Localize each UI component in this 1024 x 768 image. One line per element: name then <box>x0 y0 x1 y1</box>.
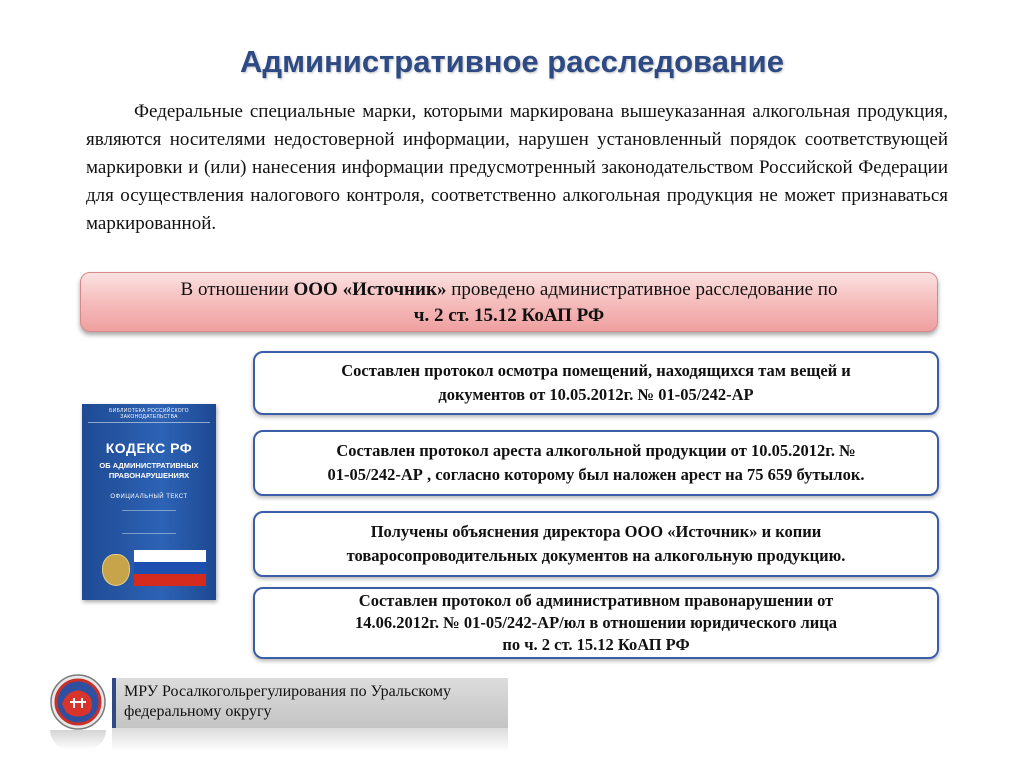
protocol-card-arrest <box>253 430 939 496</box>
protocol-card-explanations-text <box>347 520 846 568</box>
banner-suffix: проведено административное расследование по <box>446 279 838 300</box>
protocol-card-inspection <box>253 351 939 415</box>
flag-white-stripe <box>134 550 206 562</box>
logo-reflection <box>50 730 106 750</box>
code-book-image <box>82 404 216 600</box>
footer-reflection <box>112 728 508 752</box>
protocol-card-arrest-text <box>328 439 865 487</box>
book-note-block <box>122 510 176 534</box>
book-subtitle-line-2: ПРАВОНАРУШЕНИЯХ <box>108 471 190 480</box>
card-line: документов от 10.05.2012г. № 01-05/242-АР <box>438 385 754 404</box>
card-line: товаросопроводительных документов на алкогольную продукцию. <box>346 546 846 565</box>
protocol-card-offense <box>253 587 939 659</box>
card-line: 14.06.2012г. № 01-05/242-АР/юл в отношении юридического лица <box>355 613 837 632</box>
investigation-banner-line-1 <box>81 277 937 303</box>
card-line: Получены объяснения директора ООО «Источник» и копии <box>370 522 822 541</box>
banner-prefix: В отношении <box>180 279 294 300</box>
investigation-banner <box>80 272 938 332</box>
book-subtitle <box>86 461 212 481</box>
slide-title: Административное расследование <box>240 44 784 79</box>
coat-of-arms-icon <box>102 554 130 586</box>
banner-article: ч. 2 ст. 15.12 КоАП РФ <box>413 305 605 326</box>
mru-logo-icon <box>50 674 106 730</box>
footer-line-1: МРУ Росалкогольрегулирования по Уральскому <box>124 683 451 700</box>
card-line: Составлен протокол осмотра помещений, находящихся там вещей и <box>341 361 851 380</box>
card-line: по ч. 2 ст. 15.12 КоАП РФ <box>502 635 690 654</box>
book-subtitle-line-1: ОБ АДМИНИСТРАТИВНЫХ <box>99 461 199 470</box>
intro-paragraph: Федеральные специальные марки, которыми маркирована вышеуказанная алкогольная продукция, являются носителями недостоверной информации, нарушен установленный порядок соответствующей маркировки и (или) нанесения информации предусмотренный законодательством Российской Федерации для осуществления налогового контроля, соответственно алкогольная продукция не может признаваться маркированной. <box>86 101 948 234</box>
protocol-card-inspection-text <box>341 359 851 407</box>
protocol-card-offense-text <box>355 590 837 656</box>
organization-footer <box>112 678 508 728</box>
card-line: Составлен протокол ареста алкогольной продукции от 10.05.2012г. № <box>336 441 856 460</box>
card-line: 01-05/242-АР , согласно которому был наложен арест на 75 659 бутылок. <box>327 465 865 484</box>
protocol-card-explanations <box>253 511 939 577</box>
investigation-banner-line-2 <box>81 303 937 329</box>
book-title: КОДЕКС РФ <box>105 440 193 456</box>
flag-red-stripe <box>134 574 206 586</box>
card-line: Составлен протокол об административном правонарушении от <box>358 591 834 610</box>
flag-blue-stripe <box>134 562 206 574</box>
footer-line-2: федеральному округу <box>124 703 272 720</box>
book-series: БИБЛИОТЕКА РОССИЙСКОГО ЗАКОНОДАТЕЛЬСТВА <box>88 408 210 423</box>
banner-org: ООО «Источник» <box>293 279 447 300</box>
book-edition: ОФИЦИАЛЬНЫЙ ТЕКСТ <box>110 494 188 500</box>
